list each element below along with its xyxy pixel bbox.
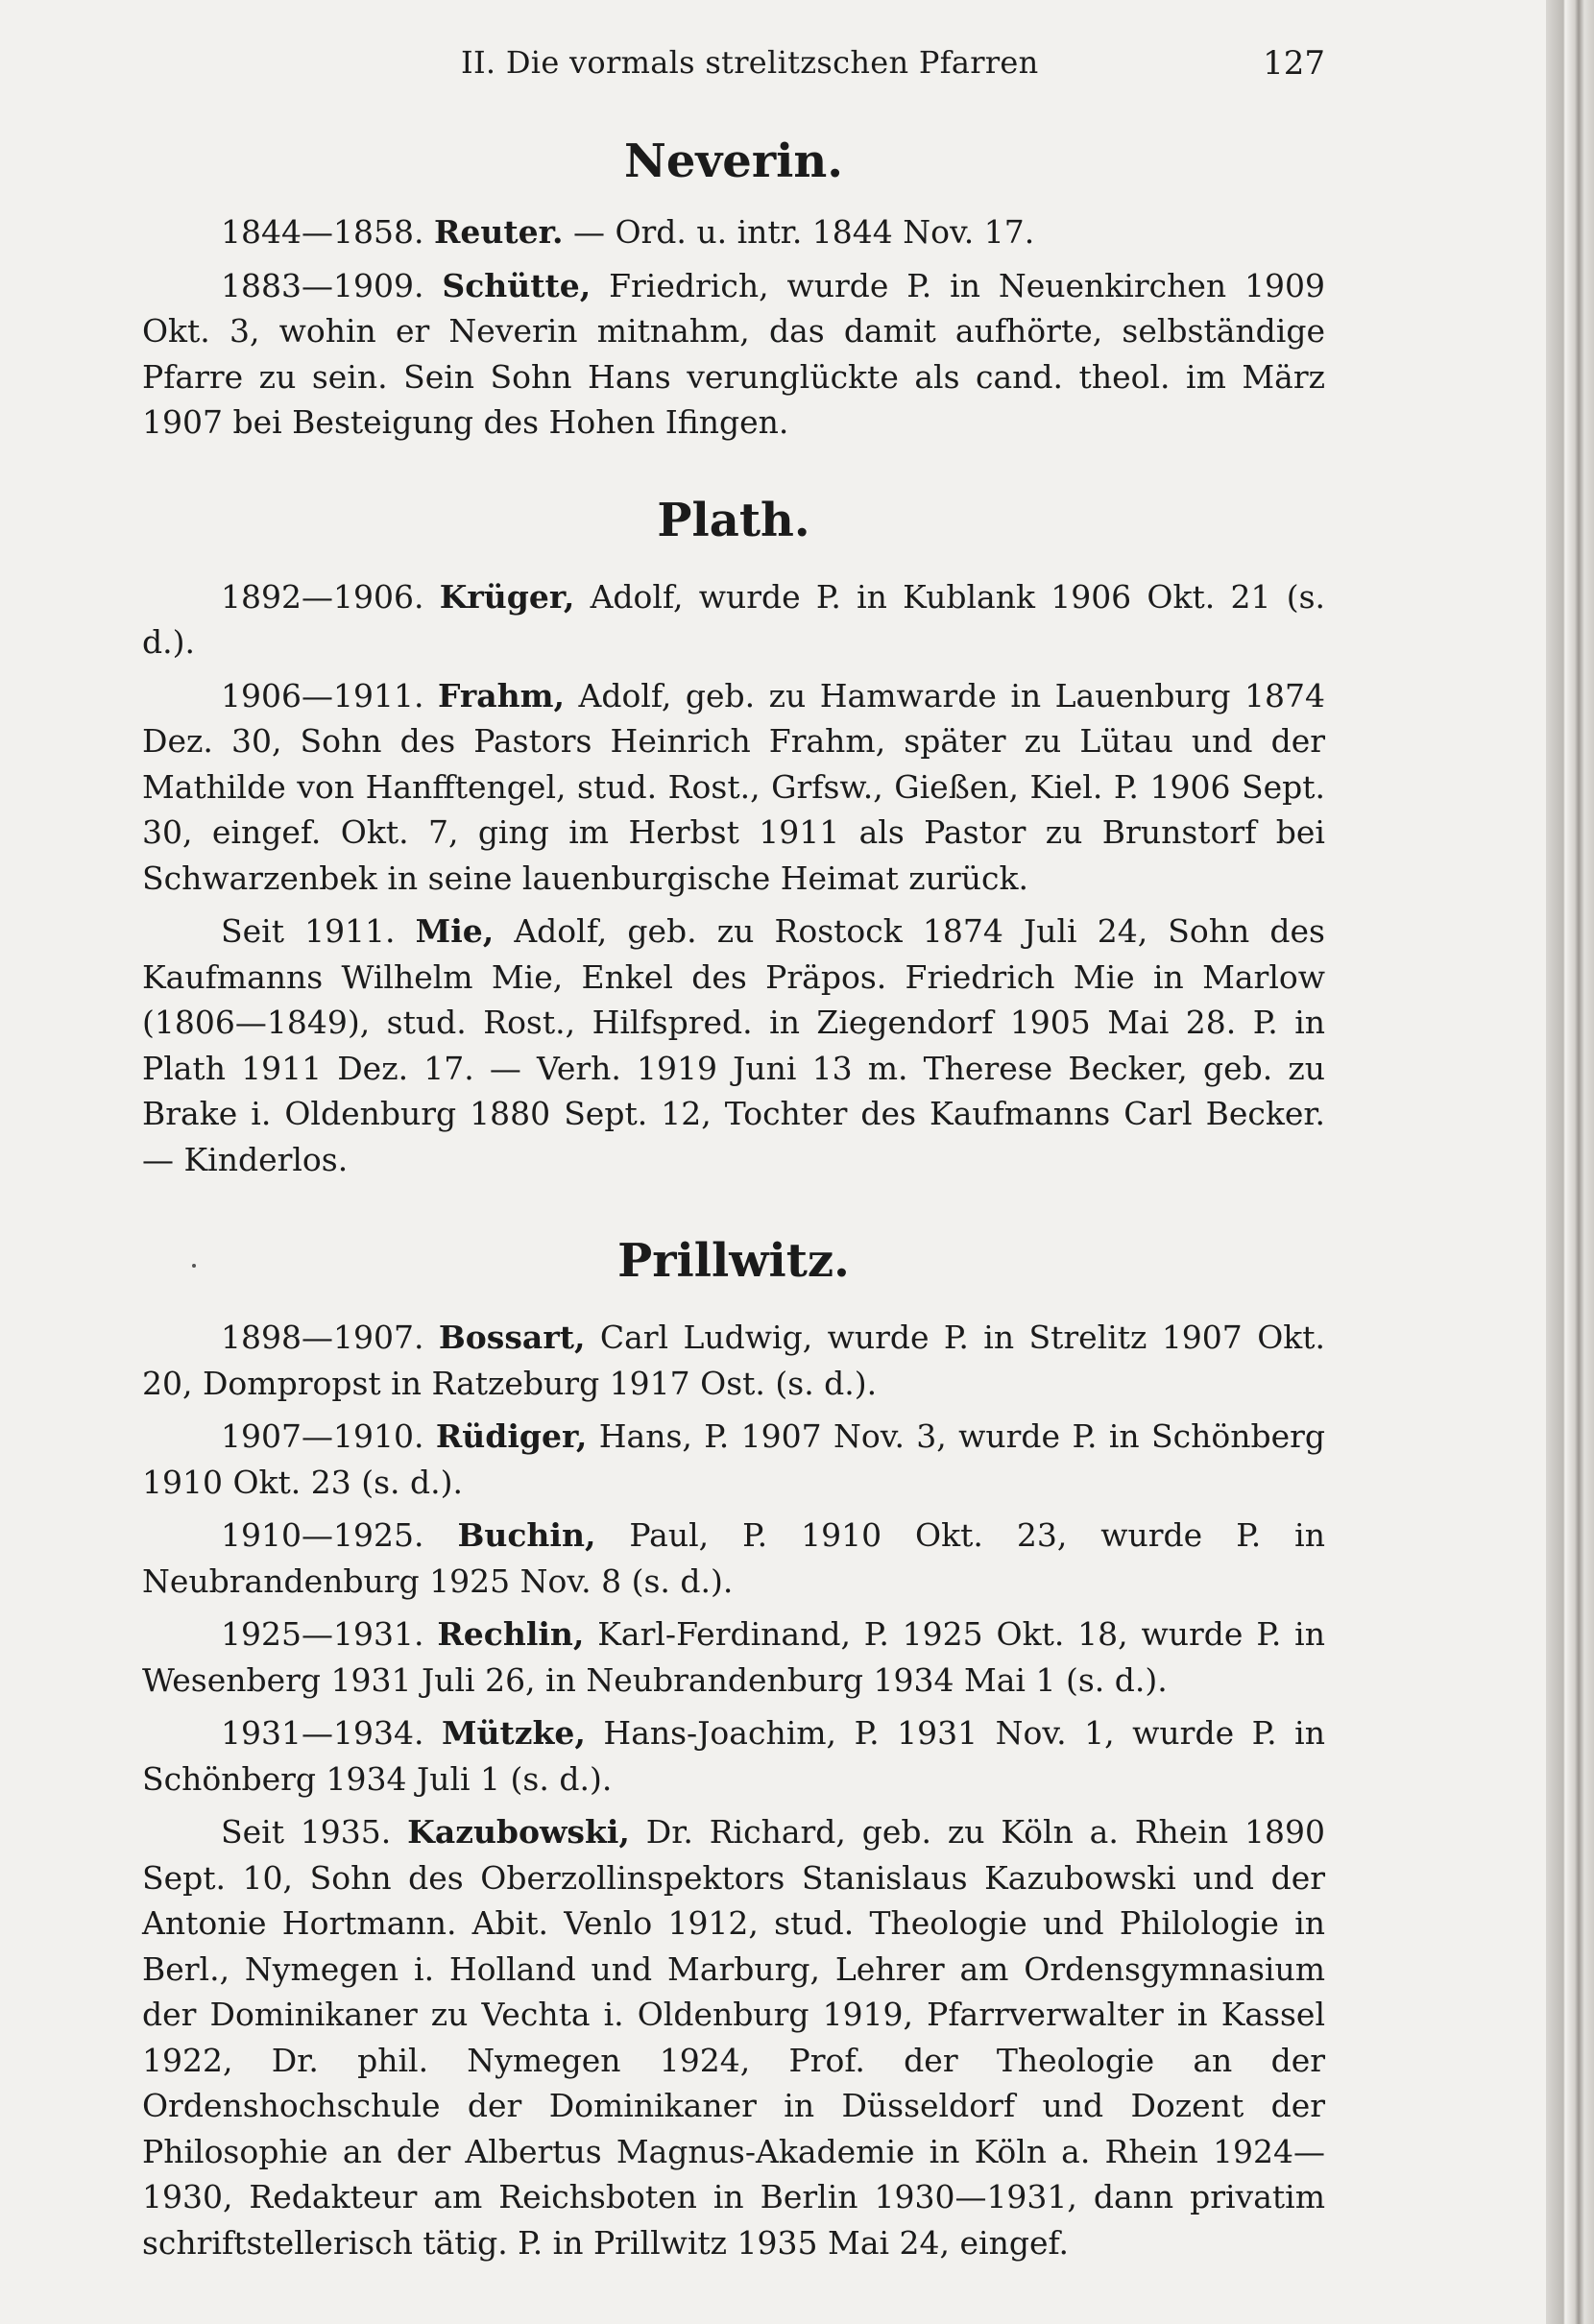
- entry: [142, 263, 1325, 446]
- entry-text: Hans-Joachim, P. 1931 Nov. 1, wurde P. in Schönberg 1934 Juli 1 (s. d.).: [142, 1714, 1325, 1798]
- entry-name: Reuter.: [433, 213, 564, 251]
- entry-years: 1906—1911.: [221, 676, 424, 714]
- entry-name: Schütte,: [442, 266, 592, 304]
- entry: [142, 1315, 1325, 1406]
- entry: [142, 1611, 1325, 1703]
- entry-name: Bossart,: [438, 1319, 586, 1356]
- section-heading-prillwitz: Prillwitz.: [617, 1234, 850, 1288]
- entry-text: Hans, P. 1907 Nov. 3, wurde P. in Schönberg 1910 Okt. 23 (s. d.).: [142, 1417, 1326, 1501]
- entry-text: Carl Ludwig, wurde P. in Strelitz 1907 Okt. 20, Dompropst in Ratzeburg 1917 Ost. (s. d.).: [142, 1319, 1325, 1402]
- page-body: [142, 134, 1325, 2273]
- entry-text: Friedrich, wurde P. in Neuenkirchen 1909 Okt. 3, wohin er Neverin mitnahm, das damit aufhörte, selbständige Pfarre zu sein. Sein Sohn Hans verunglückte als cand. theol. im März 1907 bei Besteigung des Hohen Ifingen.: [142, 266, 1325, 441]
- entry-name: Krüger,: [439, 577, 575, 616]
- entry: [142, 1414, 1325, 1505]
- entry-text: Dr. Richard, geb. zu Köln a. Rhein 1890 Sept. 10, Sohn des Oberzollinspektors Stanislaus Kazubowski und der Antonie Hortmann. Abit. Venlo 1912, stud. Theologie und Philologie in Berl., Nymegen i. Holland und Marburg, Lehrer am Ordensgymnasium der Dominikaner zu Vechta i. Oldenburg 1919, Pfarrverwalter in Kassel 1922, Dr. phil. Nymegen 1924, Prof. der Theologie an der Ordenshochschule der Dominikaner in Düsseldorf und Dozent der Philosophie an der Albertus Magnus-Akademie in Köln a. Rhein 1924—1930, Redakteur am Reichsboten in Berlin 1930—1931, dann privatim schriftstellerisch tätig. P. in Prillwitz 1935 Mai 24, eingef.: [142, 1813, 1325, 2262]
- entry-name: Kazubowski,: [407, 1813, 630, 1851]
- entry-years: 1844—1858.: [221, 213, 424, 251]
- section-heading-plath: Plath.: [657, 493, 810, 547]
- entry-text: Karl-Ferdinand, P. 1925 Okt. 18, wurde P. in Wesenberg 1931 Juli 26, in Neubrandenburg 1934 Mai 1 (s. d.).: [142, 1615, 1325, 1699]
- entry-name: Buchin,: [457, 1516, 596, 1554]
- entry: [142, 673, 1325, 902]
- entry-text: Adolf, geb. zu Hamwarde in Lauenburg 1874 Dez. 30, Sohn des Pastors Heinrich Frahm, später zu Lütau und der Mathilde von Hanfftengel, stud. Rost., Grfsw., Gießen, Kiel. P. 1906 Sept. 30, eingef. Okt. 7, ging im Herbst 1911 als Pastor zu Brunstorf bei Schwarzenbek in seine lauenburgische Heimat zurück.: [142, 676, 1325, 897]
- entry-name: Frahm,: [437, 676, 565, 714]
- entry-years: 1907—1910.: [221, 1417, 424, 1455]
- entry-name: Rechlin,: [437, 1615, 585, 1653]
- entry-years: Seit 1911.: [221, 912, 396, 950]
- entry: [142, 1710, 1325, 1802]
- entry: [142, 1809, 1325, 2265]
- entry-years: 1883—1909.: [221, 266, 424, 304]
- entry-text: Adolf, wurde P. in Kublank 1906 Okt. 21 (s. d.).: [142, 577, 1325, 661]
- entry-years: 1925—1931.: [221, 1615, 424, 1653]
- entry-years: 1898—1907.: [221, 1319, 424, 1356]
- entry: [142, 1513, 1325, 1604]
- entry-text: Adolf, geb. zu Rostock 1874 Juli 24, Sohn des Kaufmanns Wilhelm Mie, Enkel des Präpos. Friedrich Mie in Marlow (1806—1849), stud. Rost., Hilfspred. in Ziegendorf 1905 Mai 28. P. in Plath 1911 Dez. 17. — Verh. 1919 Juni 13 m. Therese Becker, geb. zu Brake i. Oldenburg 1880 Sept. 12, Tochter des Kaufmanns Carl Becker. — Kinderlos.: [142, 912, 1325, 1178]
- section-heading-neverin: Neverin.: [624, 134, 843, 188]
- running-head: [221, 38, 1325, 86]
- entry-years: 1910—1925.: [221, 1516, 424, 1554]
- entry-years: 1892—1906.: [221, 577, 424, 616]
- entry: [142, 209, 1325, 255]
- entry: [142, 574, 1325, 666]
- book-gutter-edge: [1546, 0, 1594, 2324]
- entry-name: Rüdiger,: [435, 1417, 588, 1455]
- page-number: 127: [1263, 44, 1325, 83]
- entry-text: — Ord. u. intr. 1844 Nov. 17.: [563, 213, 1035, 251]
- entry-name: Mie,: [415, 912, 495, 950]
- entry-years: 1931—1934.: [221, 1714, 424, 1752]
- running-head-title: II. Die vormals strelitzschen Pfarren: [461, 44, 1039, 81]
- entry-years: Seit 1935.: [221, 1813, 392, 1851]
- entry: [142, 908, 1325, 1182]
- entry-name: Mützke,: [442, 1714, 586, 1752]
- entry-text: Paul, P. 1910 Okt. 23, wurde P. in Neubrandenburg 1925 Nov. 8 (s. d.).: [142, 1516, 1325, 1600]
